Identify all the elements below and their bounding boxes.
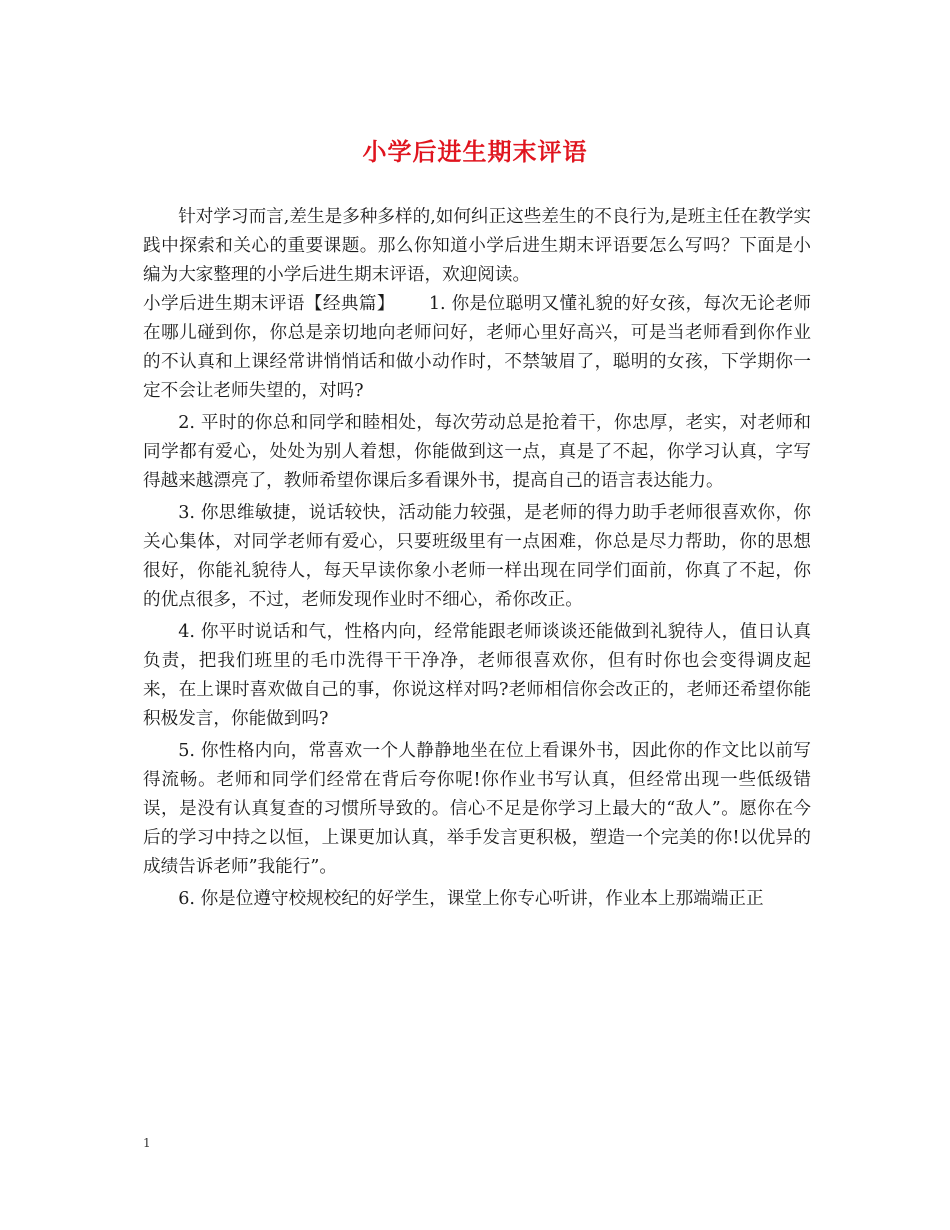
comment-item-3: 3. 你思维敏捷，说话较快，活动能力较强，是老师的得力助手老师很喜欢你，你关心集体，对同学老师有爱心，只要班级里有一点困难，你总是尽力帮助，你的思想很好，你能礼貌待人，每天早读你象小老师一样出现在同学们面前，你真了不起，你的优点很多，不过，老师发现作业时不细心，希你改正。 xyxy=(143,503,811,610)
comment-item-1: 1. 你是位聪明又懂礼貌的好女孩，每次无论老师在哪儿碰到你，你总是亲切地向老师问好，老师心里好高兴，可是当老师看到你作业的不认真和上课经常讲悄悄话和做小动作时，不禁皱眉了，聪明的女孩，下学期你一定不会让老师失望的，对吗? xyxy=(143,294,811,401)
page-title: 小学后进生期末评语 xyxy=(362,137,588,166)
document-body xyxy=(143,203,811,914)
comment-item-2: 2. 平时的你总和同学和睦相处，每次劳动总是抢着干，你忠厚，老实，对老师和同学都有爱心，处处为别人着想，你能做到这一点，真是了不起，你学习认真，字写得越来越漂亮了，教师希望你课后多看课外书，提高自己的语言表达能力。 xyxy=(143,413,811,491)
comment-item-4: 4. 你平时说话和气，性格内向，经常能跟老师谈谈还能做到礼貌待人，值日认真负责，把我们班里的毛巾洗得干干净净，老师很喜欢你，但有时你也会变得调皮起来，在上课时喜欢做自己的事，你说这样对吗?老师相信你会改正的，老师还希望你能积极发言，你能做到吗? xyxy=(143,622,811,729)
intro-paragraph: 针对学习而言,差生是多种多样的,如何纠正这些差生的不良行为,是班主任在教学实践中探索和关心的重要课题。那么你知道小学后进生期末评语要怎么写吗？下面是小编为大家整理的小学后进生期末评语，欢迎阅读。 xyxy=(143,207,811,285)
comment-item-6: 6. 你是位遵守校规校纪的好学生，课堂上你专心听讲，作业本上那端端正正 xyxy=(178,889,764,909)
comment-item-5: 5. 你性格内向，常喜欢一个人静静地坐在位上看课外书，因此你的作文比以前写得流畅。老师和同学们经常在背后夸你呢!你作业书写认真，但经常出现一些低级错误，是没有认真复查的习惯所导致的。信心不足是你学习上最大的“敌人”。愿你在今后的学习中持之以恒，上课更加认真，举手发言更积极，塑造一个完美的你!以优异的成绩告诉老师”我能行”。 xyxy=(143,741,811,877)
section-heading: 小学后进生期末评语【经典篇】 xyxy=(143,294,395,314)
page-number: 1 xyxy=(143,1136,151,1150)
section-paragraph xyxy=(143,290,811,406)
